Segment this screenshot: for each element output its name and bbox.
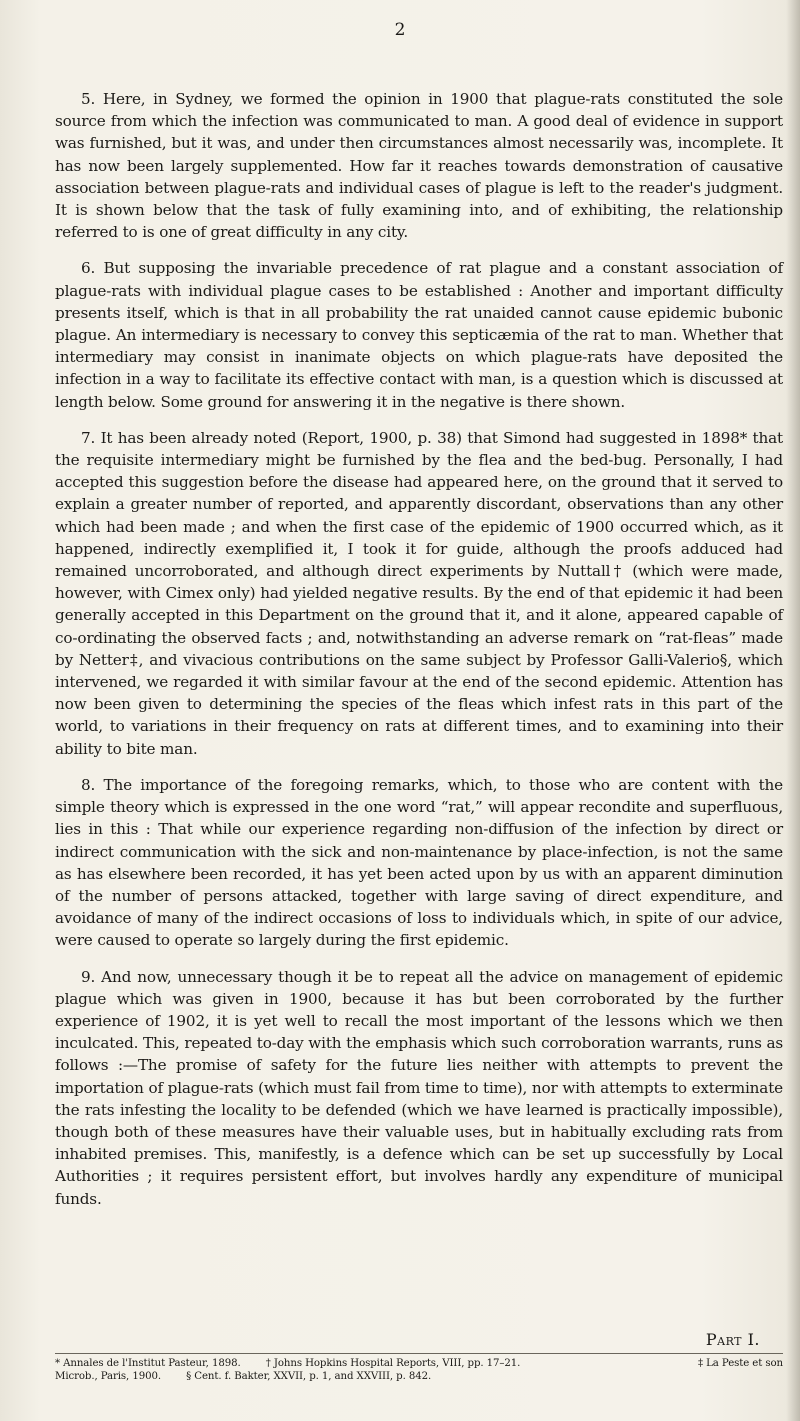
footnote-microb: Microb., Paris, 1900. <box>55 1371 162 1382</box>
paragraph-7: 7. It has been already noted (Report, 1900, p. 38) that Simond had suggested in 1898* that the requisite intermediary might be furnished by the flea and the bed-bug. Personally, I had accepted this suggestion before the disease had appeared here, on the ground that it served to explain a greater number of reported, and apparently discordant, observations than any other which had been made ; and when the first case of the epidemic of 1900 occurred which, as it happened, indirectly exemplified it, I took it for guide, although the proofs adduced had remained uncorroborated, and although direct experiments by Nuttall† (which were made, however, with Cimex only) had yielded negative results. By the end of that epidemic it had been generally accepted in this Department on the ground that it, and it alone, appeared capable of co-ordinating the observed facts ; and, notwithstanding an adverse remark on “rat-fleas” made by Netter‡, and vivacious contributions on the same subject by Professor Galli-Valerio§, which intervened, we regarded it with similar favour at the end of the second epidemic. Attention has now been given to determining the species of the fleas which infest rats in this part of the world, to variations in their frequency on rats at different times, and to examining into their ability to bite man. <box>55 428 783 758</box>
paragraph-6: 6. But supposing the invariable precedence of rat plague and a constant association of plague-rats with individual plague cases to be established : Another and important difficulty presents itself, which is that in all probability the rat unaided cannot cause epidemic bubonic plague. An intermediary is necessary to convey this septicæmia of the rat to man. Whether that intermediary may consist in inanimate objects on which plague-rats have deposited the infection in a way to facilitate its effective contact with man, is a question which is discussed at length below. Some ground for answering it in the negative is there shown. <box>55 259 783 411</box>
footnote-centralblatt: § Cent. f. Bakter, XXVII, p. 1, and XXVIII, p. 842. <box>186 1371 432 1382</box>
paragraph-9: 9. And now, unnecessary though it be to repeat all the advice on management of epidemic plague which was given in 1900, because it has but been corroborated by the further experience of 1902, it is yet well to recall the most important of the lessons which we then inculcated. This, repeated to-day with the emphasis which such corroboration warrants, runs as follows :—The promise of safety for the future lies neither with attempts to prevent the importation of plague-rats (which must fail from time to time), nor with attempts to exterminate the rats infesting the locality to be defended (which we have learned is practically impossible), though both of these measures have their valuable uses, but in habitually excluding rats from inhabited premises. This, manifestly, is a defence which can be set up successfully by Local Authorities ; it requires persistent effort, but involves hardly any expenditure of municipal funds. <box>55 967 783 1208</box>
page-number: 2 <box>394 20 406 40</box>
part-label: Part I. <box>705 1330 760 1349</box>
paragraph-8: 8. The importance of the foregoing remarks, which, to those who are content with the simple theory which is expressed in the one word “rat,” will appear recondite and superfluous, lies in this : That while our experience regarding non-diffusion of the infection by direct or indirect communication with the sick and non-maintenance by place-infection, is not the same as has elsewhere been recorded, it has yet been acted upon by us with an apparent diminution of the number of persons attacked, together with large saving of direct expenditure, and avoidance of many of the indirect occasions of loss to individuals which, in spite of our advice, were caused to operate so largely during the first epidemic. <box>55 775 783 950</box>
footnote-johns-hopkins: † Johns Hopkins Hospital Reports, VIII, pp. 17–21. <box>265 1358 521 1369</box>
footnote-line <box>55 1357 783 1370</box>
footnote-la-peste: ‡ La Peste et son <box>697 1358 783 1369</box>
footnotes <box>55 1357 783 1383</box>
footnote-annales: * Annales de l'Institut Pasteur, 1898. <box>55 1358 241 1369</box>
body-text <box>55 88 783 1224</box>
footnote-divider <box>55 1353 783 1354</box>
page-edge-shadow <box>786 0 800 1421</box>
paragraph-5: 5. Here, in Sydney, we formed the opinion in 1900 that plague-rats constituted the sole source from which the infection was communicated to man. A good deal of evidence in support was furnished, but it was, and under then circumstances almost necessarily was, incomplete. It has now been largely supplemented. How far it reaches towards demonstration of causative association between plague-rats and individual cases of plague is left to the reader's judgment. It is shown below that the task of fully examining into, and of exhibiting, the relationship referred to is one of great difficulty in any city. <box>55 90 783 242</box>
footnote-line <box>55 1370 783 1383</box>
